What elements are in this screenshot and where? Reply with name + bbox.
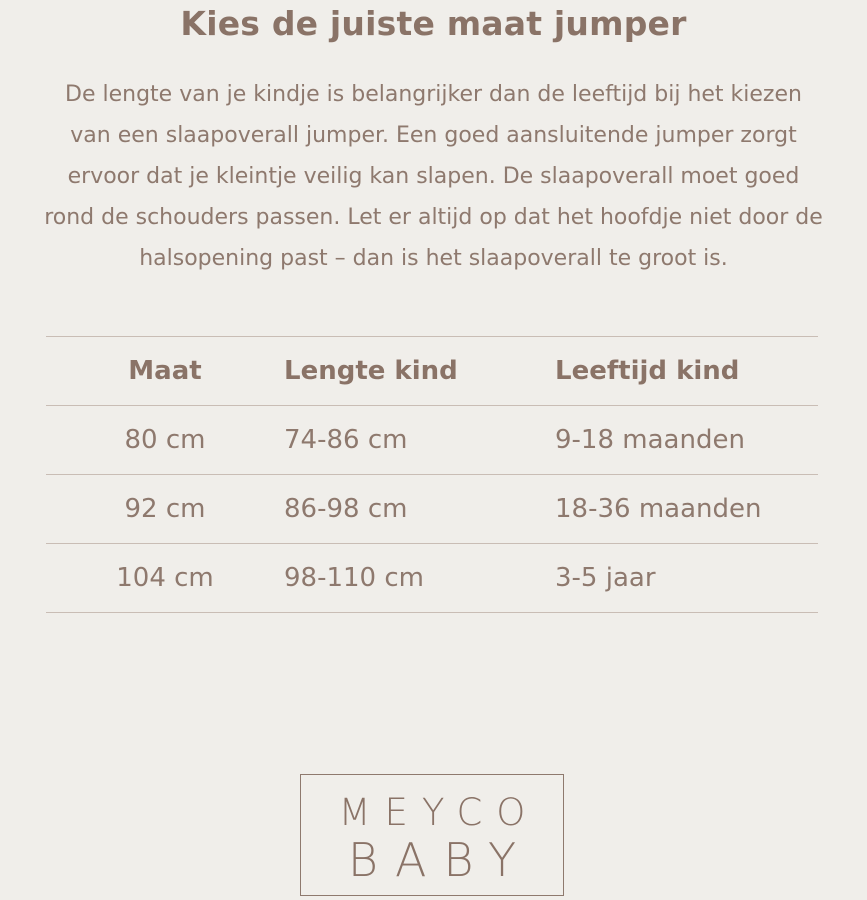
intro-line: halsopening past – dan is het slaapoverall te groot is. (139, 246, 728, 271)
cell-leeftijd: 3-5 jaar (555, 544, 818, 613)
cell-leeftijd: 9-18 maanden (555, 406, 818, 475)
header-lengte-kind: Lengte kind (284, 337, 555, 406)
brand-logo (300, 774, 564, 896)
cell-maat: 104 cm (46, 544, 284, 613)
intro-line: rond de schouders passen. Let er altijd op dat het hoofdje niet door de (44, 205, 823, 230)
logo-line-meyco: MEYCO (338, 791, 540, 834)
table-row (46, 406, 818, 475)
cell-maat: 92 cm (46, 475, 284, 544)
table-header-row (46, 337, 818, 406)
page-title: Kies de juiste maat jumper (180, 4, 687, 43)
size-table (46, 336, 818, 613)
intro-line: ervoor dat je kleintje veilig kan slapen. De slaapoverall moet goed (67, 164, 800, 189)
logo-line-baby: BABY (347, 833, 534, 887)
intro-text (0, 74, 867, 279)
cell-leeftijd: 18-36 maanden (555, 475, 818, 544)
intro-line: van een slaapoverall jumper. Een goed aansluitende jumper zorgt (70, 123, 797, 148)
cell-lengte: 98-110 cm (284, 544, 555, 613)
intro-line: De lengte van je kindje is belangrijker dan de leeftijd bij het kiezen (65, 82, 802, 107)
header-leeftijd-kind: Leeftijd kind (555, 337, 818, 406)
cell-maat: 80 cm (46, 406, 284, 475)
table-row (46, 544, 818, 613)
table-row (46, 475, 818, 544)
cell-lengte: 86-98 cm (284, 475, 555, 544)
header-maat: Maat (46, 337, 284, 406)
cell-lengte: 74-86 cm (284, 406, 555, 475)
